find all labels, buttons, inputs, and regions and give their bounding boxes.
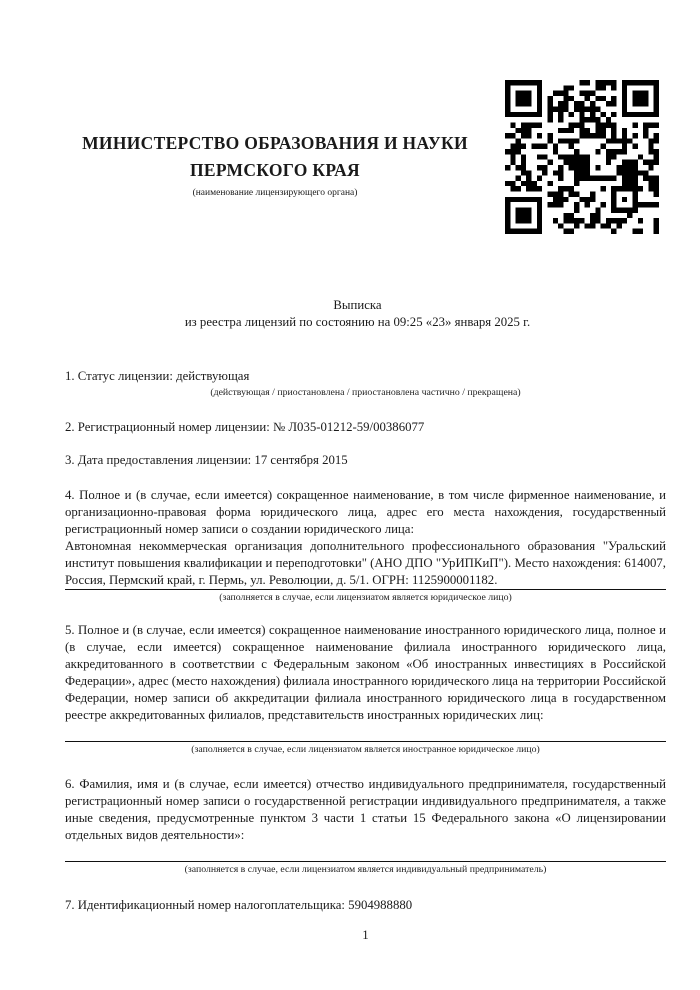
entrepreneur-label: 6. Фамилия, имя и (в случае, если имеется) отчество индивидуального предпринимателя, государственный регистрационный номер записи о государственной регистрации индивидуального предпринимателя, а также иные сведения, предусмотренные пунктом 3 части 1 статьи 15 Федерального закона «О лицензировании отдельных видов деятельности»: [65,777,666,842]
legal-entity-value: Автономная некоммерческая организация дополнительного профессионального образования "Уральский институт повышения квалификации и переподготовки" (АНО ДПО "УрИПКиП"). Место нахождения: 614007, Россия, Пермский край, г. Пермь, ул. Революции, д. 5/1. ОГРН: 1125900001182. [65,539,666,587]
legal-entity-label: 4. Полное и (в случае, если имеется) сокращенное наименование, в том числе фирменное наименование, и организационно-правовая форма юридического лица, адрес его места нахождения, государственный регистрационный номер записи о создании юридического лица: [65,488,666,536]
legal-entity-caption: (заполняется в случае, если лицензиатом является юридическое лицо) [219,592,512,603]
fill-in-line-entrepreneur [65,861,666,862]
document-title [65,297,650,331]
document-title-line2: из реестра лицензий по состоянию на 09:25 «23» января 2025 г. [184,315,531,329]
status-line: 1. Статус лицензии: действующая [65,369,250,383]
status-caption: (действующая / приостановлена / приостановлена частично / прекращена) [210,387,521,398]
inn-line: 7. Идентификационный номер налогоплательщика: 5904988880 [65,898,413,912]
foreign-entity-caption: (заполняется в случае, если лицензиатом является иностранное юридическое лицо) [191,744,540,755]
fill-in-line-legal-entity [65,589,666,590]
foreign-entity-section [65,622,666,724]
foreign-entity-label: 5. Полное и (в случае, если имеется) сокращенное наименование иностранного юридического лица, полное и (в случае, если имеется) сокращенное наименование филиала иностранного юридического лица, аккредитованного в соответствии с Федеральным законом «Об иностранных инвестициях в Российской Федерации», адрес (место нахождения) филиала иностранного юридического лица на территории Российской Федерации, номер записи об аккредитации филиала иностранного юридического лица в государственном реестре аккредитованных филиалов, представительств иностранных юридических лиц: [65,623,666,722]
document-title-line1: Выписка [333,298,382,312]
page-number: 1 [362,928,369,942]
ministry-header [58,130,492,200]
legal-entity-section [65,487,666,589]
registration-number-line: 2. Регистрационный номер лицензии: № Л035-01212-59/00386077 [65,420,425,434]
ministry-name-line1: МИНИСТЕРСТВО ОБРАЗОВАНИЯ И НАУКИ [82,133,468,153]
grant-date-line: 3. Дата предоставления лицензии: 17 сентября 2015 [65,453,348,467]
qr-code-image [505,80,659,234]
qr-code [505,80,659,234]
entrepreneur-caption: (заполняется в случае, если лицензиатом является индивидуальный предприниматель) [184,864,547,875]
fill-in-line-foreign-entity [65,741,666,742]
entrepreneur-section [65,776,666,844]
ministry-caption: (наименование лицензирующего органа) [192,188,358,198]
ministry-name-line2: ПЕРМСКОГО КРАЯ [190,160,360,180]
